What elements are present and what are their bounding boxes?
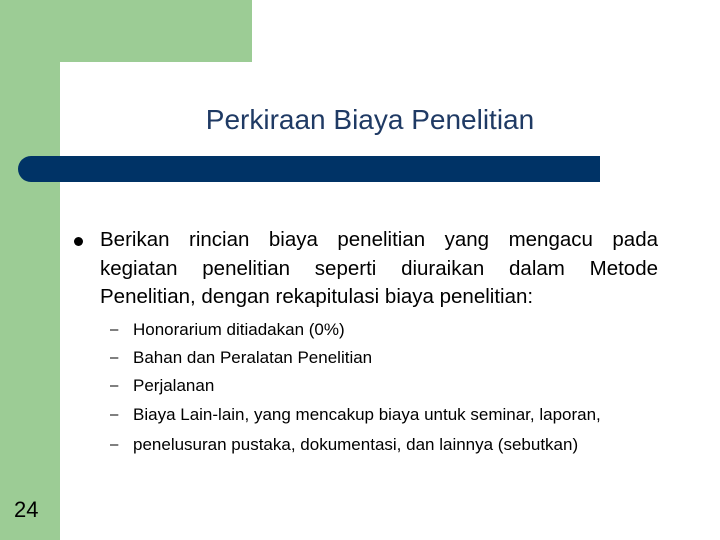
bullet-dot-icon <box>74 237 83 246</box>
dash-bullet-icon: – <box>110 406 119 423</box>
dash-bullet-icon: – <box>110 377 119 394</box>
dash-bullet-icon: – <box>110 349 119 366</box>
sub-bullet-text: penelusuran pustaka, dokumentasi, dan lainnya (sebutkan) <box>133 435 579 454</box>
sub-bullet-list <box>100 316 660 459</box>
sub-bullet-item <box>100 344 660 372</box>
title-underline-bar <box>18 156 600 182</box>
sub-bullet-text: Bahan dan Peralatan Penelitian <box>133 348 373 367</box>
page-number: 24 <box>14 497 39 522</box>
decorative-green-left-band <box>0 0 60 540</box>
sub-bullet-item <box>100 431 660 459</box>
sub-bullet-text: Biaya Lain-lain, yang mencakup biaya untuk seminar, laporan, <box>133 405 601 424</box>
sub-bullet-item <box>100 402 660 427</box>
sub-bullet-text: Honorarium ditiadakan (0%) <box>133 320 345 339</box>
sub-bullet-text: Perjalanan <box>133 376 215 395</box>
dash-bullet-icon: – <box>110 321 119 338</box>
sub-bullet-item <box>100 316 660 344</box>
sub-bullet-item <box>100 372 660 400</box>
decorative-green-top-band <box>0 0 252 62</box>
slide-title: Perkiraan Biaya Penelitian <box>205 104 535 135</box>
dash-bullet-icon: – <box>110 436 119 453</box>
main-bullet-text: Berikan rincian biaya penelitian yang mengacu pada kegiatan penelitian seperti diuraikan dalam Metode Penelitian, dengan rekapitulasi biaya penelitian: <box>100 228 658 308</box>
